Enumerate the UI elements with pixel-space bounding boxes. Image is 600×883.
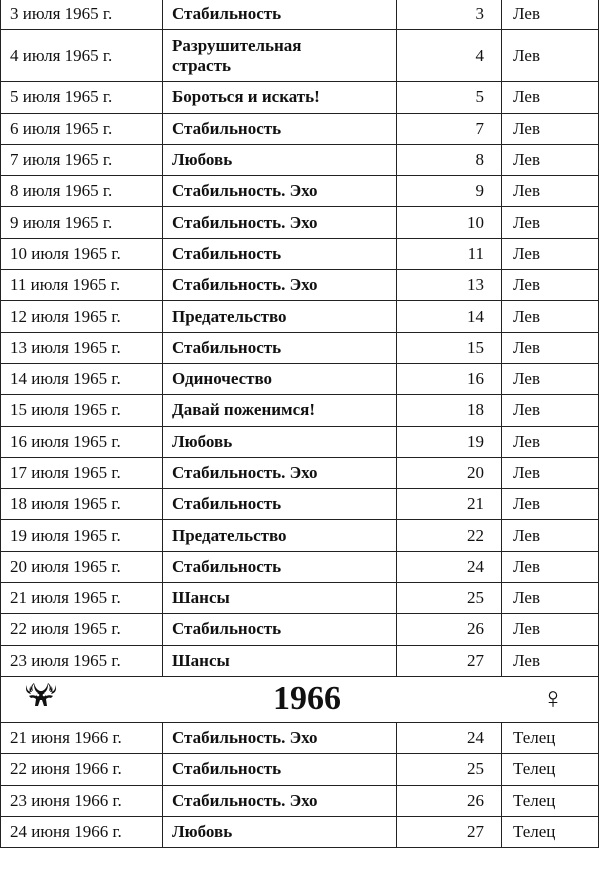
sign-cell: Телец	[502, 722, 599, 753]
sign-cell: Лев	[502, 457, 599, 488]
date-cell: 3 июля 1965 г.	[1, 0, 163, 30]
title-line: Разрушительная	[172, 35, 302, 55]
number-cell: 27	[397, 816, 502, 847]
sign-cell: Телец	[502, 754, 599, 785]
title-cell: Стабильность	[163, 0, 397, 30]
number-cell: 11	[397, 238, 502, 269]
table-row	[1, 785, 599, 816]
number-cell: 25	[397, 754, 502, 785]
title-cell: Давай поженимся!	[163, 395, 397, 426]
table-row	[1, 520, 599, 551]
title-cell: Стабильность. Эхо	[163, 785, 397, 816]
table-row	[1, 332, 599, 363]
sign-cell: Лев	[502, 0, 599, 30]
date-cell: 18 июля 1965 г.	[1, 489, 163, 520]
number-cell: 19	[397, 426, 502, 457]
table-row	[1, 426, 599, 457]
date-cell: 16 июля 1965 г.	[1, 426, 163, 457]
number-cell: 26	[397, 785, 502, 816]
title-cell: Стабильность	[163, 614, 397, 645]
sign-cell: Телец	[502, 785, 599, 816]
title-cell: Любовь	[163, 816, 397, 847]
title-cell: Бороться и искать!	[163, 82, 397, 113]
date-cell: 21 июня 1966 г.	[1, 722, 163, 753]
number-cell: 15	[397, 332, 502, 363]
date-cell: 22 июля 1965 г.	[1, 614, 163, 645]
venus-icon: ♀	[541, 682, 565, 716]
date-cell: 24 июня 1966 г.	[1, 816, 163, 847]
title-cell: Стабильность	[163, 238, 397, 269]
sign-cell: Лев	[502, 551, 599, 582]
date-cell: 23 июня 1966 г.	[1, 785, 163, 816]
number-cell: 5	[397, 82, 502, 113]
date-cell: 9 июля 1965 г.	[1, 207, 163, 238]
number-cell: 10	[397, 207, 502, 238]
number-cell: 27	[397, 645, 502, 676]
table-row	[1, 0, 599, 30]
title-cell	[163, 30, 397, 82]
title-cell: Стабильность. Эхо	[163, 207, 397, 238]
table-row	[1, 30, 599, 82]
sign-cell: Лев	[502, 270, 599, 301]
title-cell: Шансы	[163, 645, 397, 676]
year-header-row	[1, 676, 599, 722]
title-cell: Любовь	[163, 144, 397, 175]
year-header-cell	[1, 676, 599, 722]
number-cell: 9	[397, 176, 502, 207]
number-cell: 14	[397, 301, 502, 332]
number-cell: 22	[397, 520, 502, 551]
sign-cell: Лев	[502, 82, 599, 113]
table-row	[1, 113, 599, 144]
date-cell: 20 июля 1965 г.	[1, 551, 163, 582]
date-cell: 14 июля 1965 г.	[1, 363, 163, 394]
date-cell: 4 июля 1965 г.	[1, 30, 163, 82]
date-cell: 23 июля 1965 г.	[1, 645, 163, 676]
number-cell: 21	[397, 489, 502, 520]
title-cell: Предательство	[163, 301, 397, 332]
table-row	[1, 489, 599, 520]
number-cell: 18	[397, 395, 502, 426]
title-cell: Стабильность	[163, 551, 397, 582]
title-cell: Стабильность. Эхо	[163, 270, 397, 301]
sign-cell: Лев	[502, 520, 599, 551]
sign-cell: Лев	[502, 614, 599, 645]
date-cell: 7 июля 1965 г.	[1, 144, 163, 175]
table-row	[1, 363, 599, 394]
title-cell: Стабильность	[163, 332, 397, 363]
table-row	[1, 207, 599, 238]
date-cell: 15 июля 1965 г.	[1, 395, 163, 426]
title-cell: Стабильность. Эхо	[163, 457, 397, 488]
sign-cell: Лев	[502, 238, 599, 269]
number-cell: 24	[397, 551, 502, 582]
number-cell: 20	[397, 457, 502, 488]
sign-cell: Лев	[502, 489, 599, 520]
date-cell: 12 июля 1965 г.	[1, 301, 163, 332]
date-cell: 21 июля 1965 г.	[1, 583, 163, 614]
sign-cell: Лев	[502, 113, 599, 144]
date-cell: 8 июля 1965 г.	[1, 176, 163, 207]
sign-cell: Лев	[502, 207, 599, 238]
title-cell: Стабильность. Эхо	[163, 176, 397, 207]
table-row	[1, 238, 599, 269]
sign-cell: Лев	[502, 30, 599, 82]
number-cell: 24	[397, 722, 502, 753]
year-title: 1966	[273, 680, 341, 718]
title-cell: Стабильность	[163, 113, 397, 144]
sign-cell: Лев	[502, 363, 599, 394]
title-cell: Стабильность	[163, 754, 397, 785]
date-cell: 10 июля 1965 г.	[1, 238, 163, 269]
sign-cell: Телец	[502, 816, 599, 847]
number-cell: 26	[397, 614, 502, 645]
table-row	[1, 645, 599, 676]
title-cell: Стабильность	[163, 489, 397, 520]
table-row	[1, 457, 599, 488]
date-cell: 22 июня 1966 г.	[1, 754, 163, 785]
goat-zodiac-icon	[1, 682, 81, 717]
table-row	[1, 816, 599, 847]
date-cell: 5 июля 1965 г.	[1, 82, 163, 113]
title-cell: Стабильность. Эхо	[163, 722, 397, 753]
table-row	[1, 614, 599, 645]
number-cell: 3	[397, 0, 502, 30]
sign-cell: Лев	[502, 426, 599, 457]
title-line: страсть	[172, 55, 231, 75]
table-row	[1, 144, 599, 175]
title-cell: Шансы	[163, 583, 397, 614]
table-row	[1, 301, 599, 332]
title-cell: Предательство	[163, 520, 397, 551]
date-cell: 17 июля 1965 г.	[1, 457, 163, 488]
date-cell: 13 июля 1965 г.	[1, 332, 163, 363]
number-cell: 7	[397, 113, 502, 144]
title-cell: Любовь	[163, 426, 397, 457]
date-cell: 11 июля 1965 г.	[1, 270, 163, 301]
sign-cell: Лев	[502, 176, 599, 207]
number-cell: 8	[397, 144, 502, 175]
sign-cell: Лев	[502, 583, 599, 614]
number-cell: 16	[397, 363, 502, 394]
table-row	[1, 551, 599, 582]
sign-cell: Лев	[502, 395, 599, 426]
date-cell: 19 июля 1965 г.	[1, 520, 163, 551]
sign-cell: Лев	[502, 645, 599, 676]
table-row	[1, 722, 599, 753]
table-row	[1, 270, 599, 301]
table-row	[1, 82, 599, 113]
table-row	[1, 583, 599, 614]
number-cell: 25	[397, 583, 502, 614]
title-cell: Одиночество	[163, 363, 397, 394]
table-row	[1, 754, 599, 785]
table-row	[1, 176, 599, 207]
date-cell: 6 июля 1965 г.	[1, 113, 163, 144]
number-cell: 13	[397, 270, 502, 301]
table-row	[1, 395, 599, 426]
sign-cell: Лев	[502, 144, 599, 175]
sign-cell: Лев	[502, 301, 599, 332]
number-cell: 4	[397, 30, 502, 82]
sign-cell: Лев	[502, 332, 599, 363]
